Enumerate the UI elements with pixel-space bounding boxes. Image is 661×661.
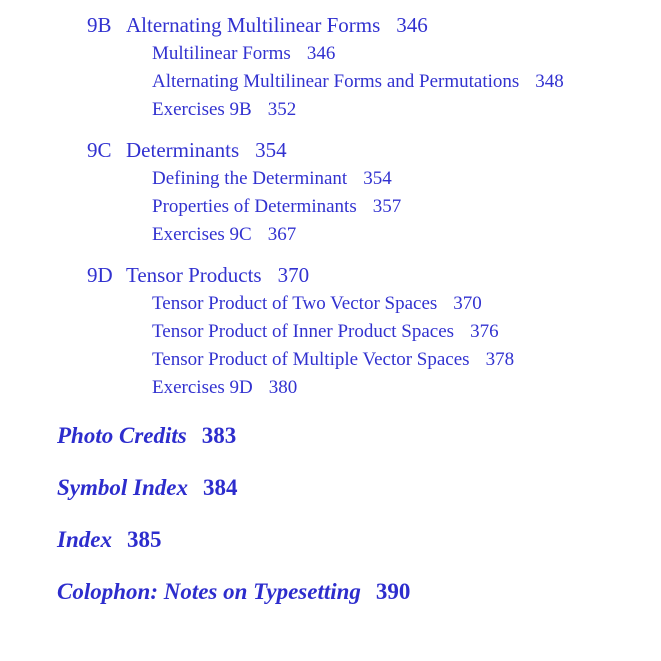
toc-section-heading-link[interactable] bbox=[0, 260, 661, 290]
section-number: 9B bbox=[87, 13, 112, 37]
toc-entry-link[interactable] bbox=[0, 290, 661, 318]
entry-title: Tensor Product of Multiple Vector Spaces bbox=[152, 349, 470, 370]
toc-entry-link[interactable] bbox=[0, 221, 661, 249]
toc-entry-link[interactable] bbox=[0, 318, 661, 346]
backmatter-page-number: 390 bbox=[375, 579, 411, 604]
section-title: Tensor Products bbox=[126, 263, 262, 287]
toc-entry-link[interactable] bbox=[0, 68, 661, 96]
section-number: 9C bbox=[87, 138, 112, 162]
backmatter-title: Photo Credits bbox=[57, 423, 187, 448]
entry-title: Tensor Product of Two Vector Spaces bbox=[152, 293, 438, 314]
toc-section-heading-link[interactable] bbox=[0, 10, 661, 40]
toc-entry-link[interactable] bbox=[0, 374, 661, 402]
entry-page-number: 367 bbox=[267, 224, 297, 245]
backmatter-page-number: 385 bbox=[126, 527, 162, 552]
entry-page-number: 348 bbox=[535, 71, 564, 92]
entry-page-number: 370 bbox=[453, 293, 482, 314]
toc-section bbox=[0, 135, 661, 249]
entry-page-number: 378 bbox=[485, 349, 515, 370]
toc-section bbox=[0, 10, 661, 124]
toc-entry-link[interactable] bbox=[0, 193, 661, 221]
backmatter-title: Symbol Index bbox=[57, 475, 188, 500]
entry-title: Properties of Determinants bbox=[152, 196, 357, 217]
entry-page-number: 354 bbox=[363, 168, 392, 189]
section-page-number: 370 bbox=[277, 263, 310, 287]
backmatter-entry-link[interactable] bbox=[0, 421, 661, 451]
backmatter-page-number: 383 bbox=[201, 423, 237, 448]
entry-page-number: 346 bbox=[306, 43, 336, 64]
backmatter-title: Colophon: Notes on Typesetting bbox=[57, 579, 361, 604]
toc-section-heading-link[interactable] bbox=[0, 135, 661, 165]
backmatter-title: Index bbox=[57, 527, 112, 552]
toc-entry-link[interactable] bbox=[0, 346, 661, 374]
toc-entry-link[interactable] bbox=[0, 96, 661, 124]
entry-title: Multilinear Forms bbox=[152, 43, 291, 64]
backmatter-entry-link[interactable] bbox=[0, 525, 661, 555]
entry-title: Defining the Determinant bbox=[152, 168, 348, 189]
entry-title: Exercises 9C bbox=[152, 224, 252, 245]
entry-page-number: 380 bbox=[268, 377, 298, 398]
section-page-number: 354 bbox=[255, 138, 287, 162]
section-page-number: 346 bbox=[396, 13, 428, 37]
section-title: Alternating Multilinear Forms bbox=[126, 13, 381, 37]
backmatter-entry-link[interactable] bbox=[0, 577, 661, 607]
backmatter-page-number: 384 bbox=[202, 475, 238, 500]
toc-section bbox=[0, 260, 661, 402]
entry-page-number: 376 bbox=[470, 321, 499, 342]
entry-title: Alternating Multilinear Forms and Permutations bbox=[152, 71, 520, 92]
toc-entry-link[interactable] bbox=[0, 40, 661, 68]
entry-page-number: 357 bbox=[372, 196, 402, 217]
entry-title: Exercises 9B bbox=[152, 99, 252, 120]
section-number: 9D bbox=[87, 263, 113, 287]
backmatter-entry-link[interactable] bbox=[0, 473, 661, 503]
toc-entry-link[interactable] bbox=[0, 165, 661, 193]
entry-title: Exercises 9D bbox=[152, 377, 253, 398]
entry-page-number: 352 bbox=[267, 99, 297, 120]
entry-title: Tensor Product of Inner Product Spaces bbox=[152, 321, 455, 342]
section-title: Determinants bbox=[126, 138, 240, 162]
